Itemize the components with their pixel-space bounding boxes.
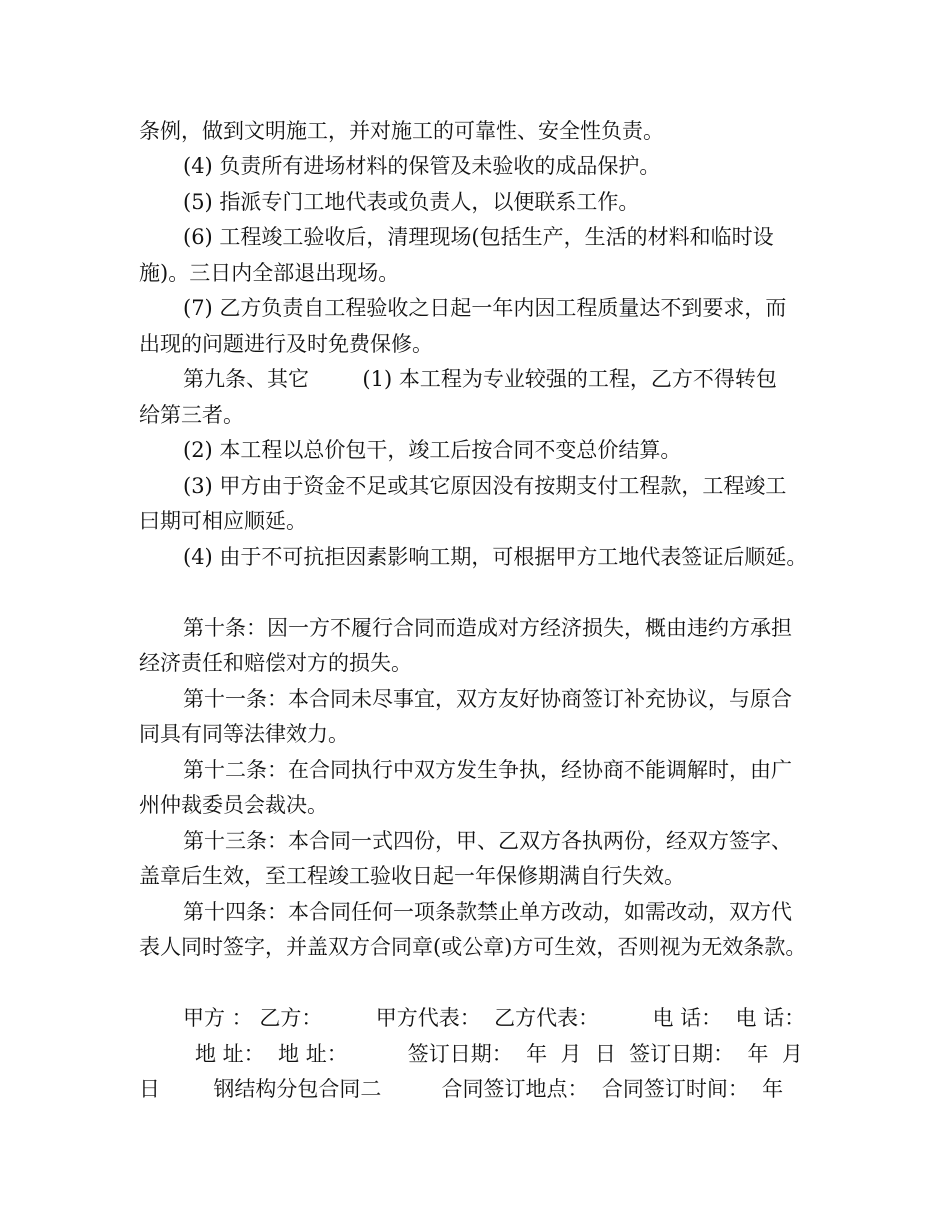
text-line: 第十三条：本合同一式四份，甲、乙双方各执两份，经双方签字、: [183, 829, 792, 853]
text-line: (2) 本工程以总价包干，竣工后按合同不变总价结算。: [183, 438, 682, 462]
text-line: 州仲裁委员会裁决。: [139, 793, 328, 817]
text-line: (7) 乙方负责自工程验收之日起一年内因工程质量达不到要求，而: [183, 296, 787, 320]
text-line: (3) 甲方由于资金不足或其它原因没有按期支付工程款，工程竣工: [183, 474, 787, 498]
text-line: (6) 工程竣工验收后，清理现场(包括生产，生活的材料和临时设: [183, 225, 774, 249]
text-line: 盖章后生效，至工程竣工验收日起一年保修期满自行失效。: [139, 864, 685, 888]
text-line: 第十二条：在合同执行中双方发生争执，经协商不能调解时，由广: [183, 758, 792, 782]
text-line: 第十四条：本合同任何一项条款禁止单方改动，如需改动，双方代: [183, 900, 792, 924]
text-line: 第十条：因一方不履行合同而造成对方经济损失，概由违约方承担: [183, 616, 792, 640]
text-line: 日 钢结构分包合同二 合同签订地点： 合同签订时间： 年: [139, 1077, 784, 1101]
text-line: 施)。三日内全部退出现场。: [139, 261, 400, 285]
text-line: (5) 指派专门工地代表或负责人，以便联系工作。: [183, 190, 640, 214]
text-line: 地 址： 地 址： 签订日期： 年 月 日 签订日期： 年 月: [195, 1042, 803, 1066]
text-line: 出现的问题进行及时免费保修。: [139, 332, 433, 356]
text-line: 条例，做到文明施工，并对施工的可靠性、安全性负责。: [139, 119, 664, 143]
text-line: 曰期可相应顺延。: [139, 509, 307, 533]
text-line: (4) 由于不可抗拒因素影响工期，可根据甲方工地代表签证后顺延。: [183, 545, 808, 569]
text-line: 给第三者。: [139, 403, 244, 427]
text-line: 经济责任和赔偿对方的损失。: [139, 651, 412, 675]
text-line: 同具有同等法律效力。: [139, 722, 349, 746]
text-line: (4) 负责所有进场材料的保管及未验收的成品保护。: [183, 154, 661, 178]
text-line: 第九条、其它 (1) 本工程为专业较强的工程，乙方不得转包: [183, 367, 777, 391]
text-line: 第十一条：本合同未尽事宜，双方友好协商签订补充协议，与原合: [183, 687, 792, 711]
text-line: 表人同时签字，并盖双方合同章(或公章)方可生效，否则视为无效条款。: [139, 935, 807, 959]
text-line: 甲方 ： 乙方： 甲方代表： 乙方代表： 电 话： 电 话：: [183, 1006, 806, 1030]
